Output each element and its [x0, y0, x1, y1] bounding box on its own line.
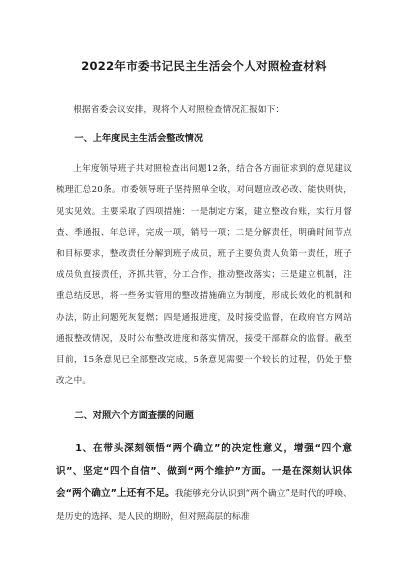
- intro-paragraph: 根据省委会议安排，现将个人对照检查情况汇报如下：: [73, 105, 285, 115]
- section-2-item-1: [56, 438, 352, 528]
- section-1-body: 上年度领导班子共对照检查出问题12条，结合各方面征求到的意见建议梳理汇总20条。市委领导班子坚持照单全收，对问题应改必改、能快则快，见实见效。主要采取了四项措施：一是制定方案，建立整改台账，实行月督查、季通报、年总评，完成一项，销号一项；二是分解责任，明确时间节点和目标要求，整改责任分解到班子成员，班子主要负责人负第一责任，班子成员负直接责任，齐抓共管，分工合作，推动整改落实；三是建立机制，注重总结反思，将一些务实管用的整改措施确立为制度，形成长效化的机制和办法，防止问题死灰复燃；四是通报进度，及时接受监督，在政府官方网站通报整改情况，及时公布整改进度和落实情况，接受干部群众的监督。截至目前，15条意见已全部整改完成，5条意见需要一个较长的过程，仍处于整改之中。: [56, 164, 352, 387]
- item-1-bold-text: 1、在带头深刻领悟“两个确立”的决定性意义，增强“四个意识”、坚定“四个自信”、做到“两个维护”方面。一是在深刻认识体会“两个确立”上还有不足。: [56, 443, 352, 500]
- section-heading-1: 一、上年度民主生活会整改情况: [74, 133, 204, 145]
- item-1-body-text: 我能够充分认识到“两个确立”是时代的呼唤、是历史的选择、是人民的期盼，但对照高层的标准: [56, 489, 352, 522]
- section-heading-2: 二、对照六个方面查摆的问题: [74, 410, 194, 422]
- document-title: 2022年市委书记民主生活会个人对照检查材料: [81, 59, 327, 73]
